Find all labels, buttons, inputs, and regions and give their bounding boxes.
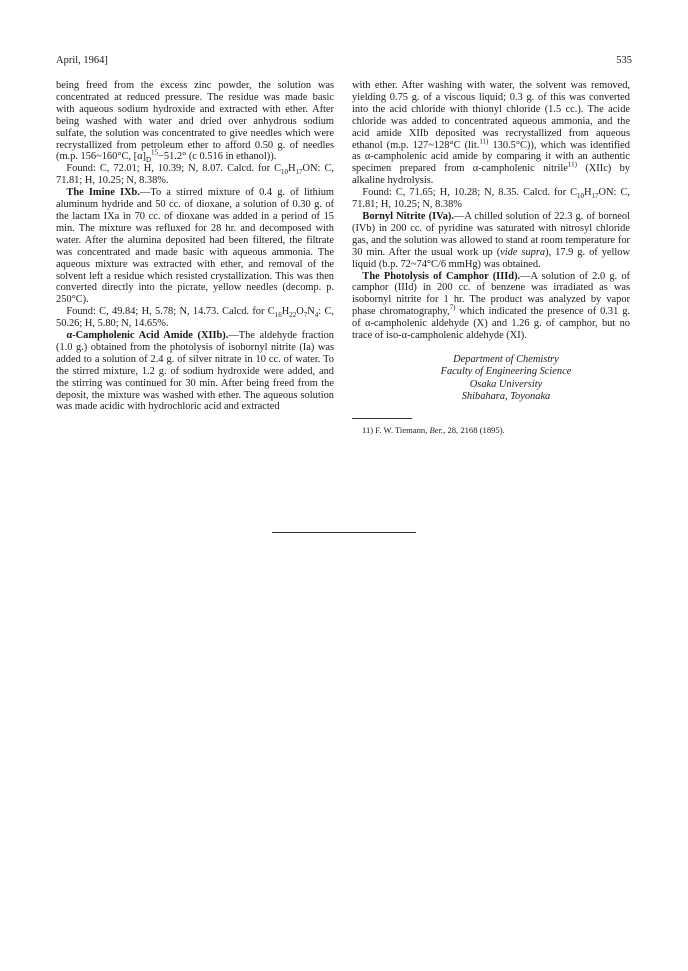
analysis-found-2: Found: C, 49.84; H, 5.78; N, 14.73. Calcd. for $C_{16}H_{22}O_7N_4$: C, 50.26; H, 5.80; N, 14.65%. [56,306,335,330]
section-bornyl-nitrite: Bornyl Nitrite (IVa).—A chilled solution of 22.3 g. of borneol (IVb) in 200 cc. of pyridine was saturated with nitrosyl chloride gas, and the solution was allowed to stand at room temperature for 30 min. After the usual work up (vide supra), 17.9 g. of yellow liquid (b.p. 72~74°C/6 mmHg) was obtained. [352,210,630,270]
affiliation-line: Department of Chemistry [453,353,559,365]
analysis-found-3: Found: C, 71.65; H, 10.28; N, 8.35. Calcd. for $C_{10}H_{17}ON$: C, 71.81; H, 10.25; N, 8.38% [352,187,630,211]
section-campholenic-amide: α-Campholenic Acid Amide (XIIb).—The aldehyde fraction (1.0 g.) obtained from the photolysis of isobornyl nitrite (Ia) was added to a solution of 2.4 g. of silver nitrate in 10 cc. of water. To the stirred mixture, 1.2 g. of sodium hydroxide were added, and the stirring was continued for 30 min. After being freed from the deposit, the mixture was washed with ether. The aqueous solution was made acidic with hydrochloric acid and extracted [56,330,334,413]
left-column [56,80,334,413]
paragraph-needles: being freed from the excess zinc powder, the solution was concentrated at reduced pressure. The residue was made basic with aqueous sodium hydroxide and extracted with ether. After being washed with water and dried over anhydrous sodium sulfate, the solution was concentrated to give needles which were recrystallized from petroleum ether to afford 0.50 g. of needles (m.p. 156~160°C, $[\alpha]_D^{15}-51.2^\circ$ (c 0.516 in ethanol)). [56,80,334,165]
page-number: 535 [616,55,632,66]
footnote-ref: 7) [449,303,456,312]
footnote-ref: 11) [479,137,489,146]
analysis-found-1: Found: C, 72.01; H, 10.39; N, 8.07. Calcd. for $C_{10}H_{17}ON$: C, 71.81; H, 10.25; N, 8.38%. [56,163,334,187]
footnote-divider [352,418,412,419]
section-photolysis-camphor: The Photolysis of Camphor (IIId).—A solution of 2.0 g. of camphor (IIId) in 200 cc. of benzene was irradiated as was isobornyl nitrite for 1 hr. The product was analyzed by vapor phase chromatography,$^{7)}$ which indicated the presence of 0.31 g. of α-campholenic aldehyde (X) and 1.26 g. of camphor, but no trace of iso-α-campholenic aldehyde (XI). [352,270,631,342]
affiliation-line: Osaka University [469,378,543,390]
footnote: 11) F. W. Tiemann, Ber., 28, 2168 (1895). [362,424,505,435]
paragraph-amide-continued: with ether. After washing with water, the solvent was removed, yielding 0.75 g. of a viscous liquid; 0.3 g. of this was converted into the acid chloride with thionyl chloride (1.5 cc.). The acide chloride was added to concentrated aqueous ammonia, and the acid amide XIIb deposited was recrystallized from aqueous ethanol (m.p. 127~128°C (lit.$^{11)}$ 130.5°C)), which was identified as α-campholenic acid amide by comparing it with an authentic specimen prepared from α-campholenic nitrile$^{11)}$ (XIIc) by alkaline hydrolysis. [352,80,630,187]
end-of-article-rule [272,532,416,533]
running-header [56,55,632,69]
affiliation-line: Shibahara, Toyonaka [461,391,551,403]
affiliation [352,354,630,404]
section-title-imine: The Imine IXb. [66,187,140,199]
footnote-ref: 11) [567,160,577,169]
section-title-campholenic-amide: α-Campholenic Acid Amide (XIIb). [66,330,229,342]
affiliation-line: Faculty of Engineering Science [440,366,572,378]
header-date: April, 1964] [56,55,108,66]
section-imine: The Imine IXb.—To a stirred mixture of 0.4 g. of lithium aluminum hydride and 50 cc. of dioxane, a solution of 0.30 g. of the lactam IXa in 70 cc. of dioxane was added in a period of 15 min. The mixture was refluxed for 28 hr. and decomposed with water. After the alumina deposited had been filtered, the filtrate was concentrated and made basic with aqueous ammonia. The aqueous mixture was extracted with ether, and removal of the solvent left a residue which resisted crystallization. This was then converted directly into the picrate, yellow needles (decomp. p. 250°C). [56,187,335,306]
section-title-photolysis: The Photolysis of Camphor (IIId). [362,270,521,282]
section-title-bornyl-nitrite: Bornyl Nitrite (IVa). [362,210,454,222]
right-column [352,80,630,435]
